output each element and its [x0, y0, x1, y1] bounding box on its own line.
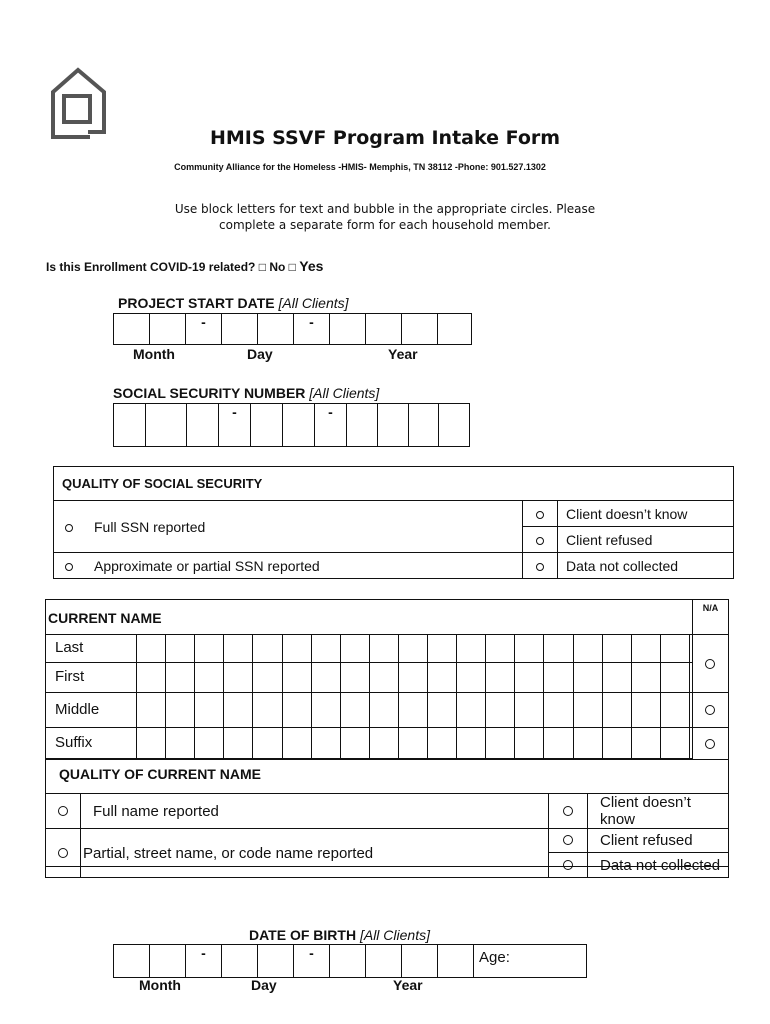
- name-letter-box[interactable]: [427, 693, 456, 727]
- name-letter-box[interactable]: [631, 728, 660, 758]
- name-letter-box[interactable]: [660, 693, 689, 727]
- dob-dash: -: [309, 945, 314, 961]
- name-row-label: Suffix: [55, 734, 93, 751]
- name-quality-title: QUALITY OF CURRENT NAME: [59, 766, 261, 782]
- start-date-scope: [All Clients]: [278, 295, 349, 311]
- ssn-dont-know-radio[interactable]: [523, 501, 558, 527]
- ssn-digit-box[interactable]: [146, 404, 187, 446]
- name-row-suffix: [46, 728, 692, 759]
- name-full-radio[interactable]: [46, 794, 81, 829]
- name-letter-box[interactable]: [631, 663, 660, 692]
- name-letter-box[interactable]: [573, 635, 602, 662]
- radio-circle-icon: [705, 659, 715, 669]
- name-row-first: [46, 663, 692, 693]
- name-letter-box[interactable]: [427, 663, 456, 692]
- date-digit-box[interactable]: [258, 314, 294, 344]
- name-letter-box[interactable]: [543, 663, 572, 692]
- dob-month-label: Month: [139, 977, 181, 993]
- name-letter-box[interactable]: [369, 663, 398, 692]
- name-letter-box[interactable]: [165, 693, 194, 727]
- ssn-boxes[interactable]: [113, 403, 470, 447]
- name-letter-box[interactable]: [252, 693, 281, 727]
- name-letter-box[interactable]: [369, 635, 398, 662]
- ssn-refused-label: Client refused: [558, 527, 734, 553]
- page-subtitle: Community Alliance for the Homeless -HMIS- Memphis, TN 38112 -Phone: 901.527.1302: [174, 162, 546, 172]
- name-letter-box[interactable]: [223, 728, 252, 758]
- name-letter-box[interactable]: [165, 635, 194, 662]
- name-quality-header: [46, 759, 728, 794]
- instructions-line-2: complete a separate form for each household member.: [219, 218, 551, 232]
- start-date-title: PROJECT START DATE: [118, 295, 275, 311]
- name-not-collected-radio[interactable]: [549, 853, 588, 878]
- name-letter-box[interactable]: [543, 693, 572, 727]
- name-letter-box[interactable]: [602, 728, 631, 758]
- radio-circle-icon: [58, 806, 68, 816]
- name-letter-box[interactable]: [165, 728, 194, 758]
- name-letter-box[interactable]: [252, 635, 281, 662]
- name-letter-box[interactable]: [602, 635, 631, 662]
- ssn-digit-box[interactable]: [114, 404, 146, 446]
- name-letter-box[interactable]: [456, 728, 485, 758]
- start-day-label: Day: [247, 346, 273, 362]
- name-letter-box[interactable]: [282, 635, 311, 662]
- dob-boxes[interactable]: [113, 944, 587, 978]
- name-letter-box[interactable]: [223, 693, 252, 727]
- covid-no-checkbox[interactable]: □: [258, 260, 266, 274]
- ssn-refused-radio[interactable]: [523, 527, 558, 553]
- ssn-separator-box: [315, 404, 347, 446]
- date-digit-box[interactable]: [114, 314, 150, 344]
- name-letter-box[interactable]: [311, 663, 340, 692]
- ssn-scope: [All Clients]: [309, 385, 380, 401]
- name-letter-box[interactable]: [369, 693, 398, 727]
- dob-digit-box[interactable]: [402, 945, 438, 977]
- name-letter-box[interactable]: [340, 728, 369, 758]
- na-column-header: N/A: [692, 600, 728, 635]
- name-letter-box[interactable]: [514, 728, 543, 758]
- covid-yes-label: Yes: [299, 258, 324, 274]
- radio-circle-icon: [705, 705, 715, 715]
- date-digit-box[interactable]: [150, 314, 186, 344]
- name-letter-box[interactable]: [514, 693, 543, 727]
- name-refused-radio[interactable]: [549, 829, 588, 853]
- ssn-not-collected-radio[interactable]: [523, 553, 558, 579]
- ssn-heading: [113, 385, 379, 401]
- name-letter-box[interactable]: [340, 635, 369, 662]
- ssn-digit-box[interactable]: [409, 404, 439, 446]
- name-letter-box[interactable]: [194, 693, 223, 727]
- current-name-section: [45, 599, 729, 874]
- dob-day-label: Day: [251, 977, 277, 993]
- date-digit-box[interactable]: [330, 314, 366, 344]
- name-letter-box[interactable]: [427, 728, 456, 758]
- name-letter-box[interactable]: [398, 728, 427, 758]
- name-letter-box[interactable]: [543, 728, 572, 758]
- dob-digit-box[interactable]: [330, 945, 366, 977]
- ssn-quality-table: [53, 466, 734, 579]
- name-letter-box[interactable]: [194, 635, 223, 662]
- name-letter-box[interactable]: [311, 635, 340, 662]
- name-dont-know-label: Client doesn’t know: [588, 794, 729, 829]
- name-letter-box[interactable]: [660, 663, 689, 692]
- ssn-dash: -: [328, 404, 333, 420]
- dob-digit-box[interactable]: [258, 945, 294, 977]
- name-refused-label: Client refused: [588, 829, 729, 853]
- na-radio[interactable]: [692, 728, 728, 759]
- name-letter-box[interactable]: [165, 663, 194, 692]
- name-letter-box[interactable]: [136, 693, 165, 727]
- name-letter-box[interactable]: [223, 635, 252, 662]
- radio-circle-icon: [563, 860, 573, 870]
- name-letter-box[interactable]: [282, 693, 311, 727]
- name-letter-box[interactable]: [573, 693, 602, 727]
- radio-circle-icon: [563, 806, 573, 816]
- radio-circle-icon: [705, 739, 715, 749]
- radio-circle-icon: [536, 537, 544, 545]
- covid-no-label: No: [269, 260, 286, 274]
- ssn-dont-know-label: Client doesn’t know: [558, 501, 734, 527]
- ssn-digit-box[interactable]: [347, 404, 378, 446]
- name-letter-box[interactable]: [485, 728, 514, 758]
- name-quality-table: [45, 793, 729, 878]
- name-letter-box[interactable]: [485, 635, 514, 662]
- age-label: Age:: [479, 949, 510, 966]
- name-partial-label: Partial, street name, or code name reported: [81, 829, 549, 878]
- ssn-digit-box[interactable]: [378, 404, 409, 446]
- date-digit-box[interactable]: [438, 314, 472, 344]
- name-letter-box[interactable]: [602, 663, 631, 692]
- ssn-partial-radio[interactable]: [54, 553, 85, 579]
- name-letter-box[interactable]: [398, 663, 427, 692]
- ssn-title: SOCIAL SECURITY NUMBER: [113, 385, 306, 401]
- name-letter-box[interactable]: [136, 663, 165, 692]
- dob-dash: -: [201, 945, 206, 961]
- name-letter-box[interactable]: [136, 728, 165, 758]
- radio-circle-icon: [536, 563, 544, 571]
- name-letter-box[interactable]: [194, 663, 223, 692]
- age-field[interactable]: [474, 945, 587, 977]
- name-letter-box[interactable]: [485, 693, 514, 727]
- ssn-separator-box: [219, 404, 251, 446]
- dob-digit-box[interactable]: [438, 945, 474, 977]
- current-name-title: CURRENT NAME: [48, 610, 162, 626]
- name-letter-box[interactable]: [543, 635, 572, 662]
- name-letter-box[interactable]: [136, 635, 165, 662]
- date-digit-box[interactable]: [402, 314, 438, 344]
- name-letter-box[interactable]: [252, 728, 281, 758]
- page-title: HMIS SSVF Program Intake Form: [209, 127, 561, 149]
- start-date-boxes[interactable]: [113, 313, 472, 345]
- name-letter-box[interactable]: [660, 728, 689, 758]
- date-dash: -: [201, 314, 206, 330]
- dob-separator-box: [294, 945, 330, 977]
- date-separator-box: [186, 314, 222, 344]
- start-date-heading: [118, 295, 349, 311]
- name-letter-box[interactable]: [398, 693, 427, 727]
- name-letter-box[interactable]: [456, 663, 485, 692]
- name-row-label: First: [55, 668, 85, 685]
- dob-heading: [249, 927, 430, 943]
- ssn-full-label: Full SSN reported: [84, 501, 523, 553]
- name-letter-box[interactable]: [514, 663, 543, 692]
- dob-title: DATE OF BIRTH: [249, 927, 357, 943]
- radio-circle-icon: [563, 835, 573, 845]
- instructions: [0, 201, 770, 233]
- name-letter-box[interactable]: [573, 663, 602, 692]
- covid-question-text: Is this Enrollment COVID-19 related?: [46, 260, 256, 274]
- name-full-label: Full name reported: [81, 794, 549, 829]
- name-row-middle: [46, 693, 692, 728]
- name-letter-box[interactable]: [282, 728, 311, 758]
- current-name-header: [46, 600, 692, 635]
- name-letter-box[interactable]: [514, 635, 543, 662]
- name-letter-box[interactable]: [602, 693, 631, 727]
- ssn-quality-title: QUALITY OF SOCIAL SECURITY: [54, 467, 734, 501]
- radio-circle-icon: [536, 511, 544, 519]
- ssn-digit-box[interactable]: [187, 404, 219, 446]
- name-letter-box[interactable]: [456, 635, 485, 662]
- instructions-line-1: Use block letters for text and bubble in the appropriate circles. Please: [174, 202, 596, 216]
- name-letter-box[interactable]: [485, 663, 514, 692]
- ssn-digit-box[interactable]: [251, 404, 283, 446]
- ssn-full-radio[interactable]: [54, 501, 85, 553]
- name-partial-radio[interactable]: [46, 829, 81, 878]
- start-month-label: Month: [133, 346, 175, 362]
- name-letter-box[interactable]: [311, 693, 340, 727]
- name-letter-box[interactable]: [573, 728, 602, 758]
- date-digit-box[interactable]: [366, 314, 402, 344]
- name-letter-box[interactable]: [456, 693, 485, 727]
- name-letter-box[interactable]: [631, 635, 660, 662]
- name-letter-box[interactable]: [311, 728, 340, 758]
- name-letter-box[interactable]: [252, 663, 281, 692]
- name-letter-box[interactable]: [282, 663, 311, 692]
- dob-year-label: Year: [393, 977, 423, 993]
- ssn-not-collected-label: Data not collected: [558, 553, 734, 579]
- name-letter-box[interactable]: [340, 693, 369, 727]
- name-row-label: Middle: [55, 701, 100, 718]
- dob-digit-box[interactable]: [222, 945, 258, 977]
- na-radio[interactable]: [692, 635, 728, 693]
- covid-yes-checkbox[interactable]: □: [288, 260, 296, 274]
- date-separator-box: [294, 314, 330, 344]
- name-letter-box[interactable]: [223, 663, 252, 692]
- name-letter-box[interactable]: [427, 635, 456, 662]
- covid-question: [46, 258, 323, 274]
- name-dont-know-radio[interactable]: [549, 794, 588, 829]
- name-letter-box[interactable]: [340, 663, 369, 692]
- dob-scope: [All Clients]: [359, 927, 430, 943]
- date-digit-box[interactable]: [222, 314, 258, 344]
- dob-digit-box[interactable]: [150, 945, 186, 977]
- name-grid: [46, 635, 728, 759]
- ssn-dash: -: [232, 404, 237, 420]
- ssn-digit-box[interactable]: [283, 404, 315, 446]
- name-letter-box[interactable]: [631, 693, 660, 727]
- na-radio[interactable]: [692, 693, 728, 728]
- radio-circle-icon: [65, 524, 73, 532]
- dob-digit-box[interactable]: [366, 945, 402, 977]
- name-row-label: Last: [55, 639, 84, 656]
- name-letter-box[interactable]: [194, 728, 223, 758]
- ssn-partial-label: Approximate or partial SSN reported: [84, 553, 523, 579]
- dob-separator-box: [186, 945, 222, 977]
- radio-circle-icon: [58, 848, 68, 858]
- name-not-collected-label: Data not collected: [588, 853, 729, 878]
- radio-circle-icon: [65, 563, 73, 571]
- name-letter-box[interactable]: [369, 728, 398, 758]
- date-dash: -: [309, 314, 314, 330]
- dob-digit-box[interactable]: [114, 945, 150, 977]
- name-row-last: [46, 635, 692, 663]
- start-year-label: Year: [388, 346, 418, 362]
- name-letter-box[interactable]: [660, 635, 689, 662]
- ssn-digit-box[interactable]: [439, 404, 470, 446]
- name-letter-box[interactable]: [398, 635, 427, 662]
